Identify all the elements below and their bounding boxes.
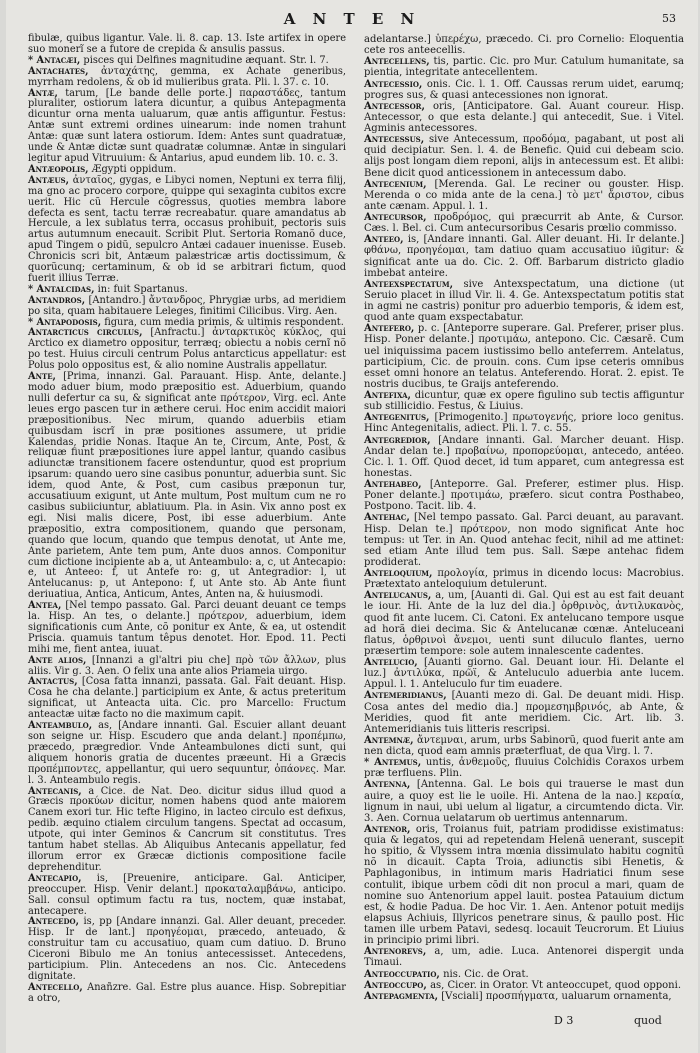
entry-text: pisces qui Delfines magnitudine æquant. Str. l. 7.	[83, 54, 329, 66]
dictionary-entry	[364, 779, 684, 824]
headword: Anteloquium,	[364, 568, 433, 579]
headword: Anteexspectatum,	[364, 278, 454, 290]
entry-text: sive Antexspectatum, una dictione (ut Seruio placet in illud Vir. li. 4. Ge. Antexspectatum potitis stat in agmi ne castris) ponitur pro aduerbio temporis, & idem est, quod ante quam exspectabatur.	[364, 278, 684, 324]
headword: Antecellens,	[364, 56, 430, 68]
entry-text: προλογία, primus in dicendo locus: Macrobius. Prætextato anteloquium detulerunt.	[364, 568, 684, 591]
headword: Antecanis,	[28, 785, 82, 797]
dictionary-entry	[364, 690, 684, 735]
dictionary-entry	[364, 179, 684, 212]
dictionary-entry	[364, 79, 684, 101]
left-column	[28, 34, 346, 1005]
dictionary-entry	[364, 323, 684, 390]
headword: Antepagmenta,	[364, 990, 439, 1002]
dictionary-entry	[364, 946, 684, 968]
entry-text: tarum, [Le bande delle porte.] παραστάδες, tantum pluraliter, ostiorum latera dicuntur, a quibus Antepagmenta dicuntur orna menta ualuarum, quæ antis affiguntur. Festus: Antæ sunt extremi ordines uinearum: inde nomen trahunt Antæ: quæ sunt latera ostiorum. Idem: Antes sunt quadratuæ, unde & Antæ dictæ sunt quadratæ columnæ. Antæ in singulari legitur apud Vitruuium: & Antarius, apud eundem lib. 10. c. 3.	[28, 87, 346, 164]
dictionary-entry	[28, 372, 346, 601]
headword: Antemeridianus,	[364, 690, 447, 702]
dictionary-entry	[364, 134, 684, 179]
headword: Antecapio,	[28, 872, 82, 884]
headword: Antehabeo,	[364, 479, 422, 490]
entry-text: a, um, adie. Luca. Antenorei dispergit unda Timaui.	[364, 946, 684, 969]
entry-text: dicuntur, quæ ex opere figulino sub tectis affiguntur sub stillicidio. Festus, & Liuius.	[364, 390, 684, 413]
headword: Antachates,	[28, 65, 89, 77]
entry-text: figura, cum media primis, & ultimis respondent.	[104, 316, 344, 328]
headword: Antecursor,	[364, 212, 427, 223]
dictionary-entry	[28, 601, 346, 656]
dictionary-entry	[364, 279, 684, 324]
entry-text: tis, partic. Cic. pro Mur. Catulum humanitate, sa pientia, integritate antecellentem.	[364, 56, 684, 79]
headword: Antelucio,	[364, 657, 418, 668]
entry-text: as, Cicer. in Orator. Vt anteoccupet, quod opponi.	[430, 979, 681, 991]
headword: * Antemus,	[364, 757, 422, 769]
entry-text: [Primogenito.] πρωτογενής, priore loco genitus. Hinc Antegenitalis, adiect. Pli. l. 7. c. 55.	[364, 412, 684, 435]
headword: Antæus,	[28, 174, 70, 186]
entry-text: is, [Preuenire, anticipare. Gal. Anticiper, preoccuper. Hisp. Venir delant.] προκαταλαμβάνω, anticipo. Sall. consul optimum factu ra tus, noctem, quæ instabat, antecapere.	[28, 872, 346, 917]
dictionary-entry	[364, 212, 684, 234]
headword: Ante alios,	[28, 654, 87, 666]
dictionary-entry	[364, 412, 684, 434]
headword: * Antalcidas,	[28, 283, 95, 295]
entry-text: [Anteporre. Gal. Preferer, estimer plus. Hisp. Poner delante.] προτιμάω, præfero. sicut contra Posthabeo, Postpono. Tacit. lib. 4.	[364, 479, 684, 513]
entry-text: [Innanzi a gl'altri piu che] πρὸ τῶν ἄλλων, plus aliis. Vir g. 3. Aen. O felix una ante alios Priameia uirgo.	[28, 654, 346, 677]
headword: Antecessio,	[364, 78, 423, 90]
dictionary-entry	[364, 991, 684, 1002]
headword: Anteeo,	[364, 234, 404, 246]
headword: Antecello,	[28, 981, 83, 993]
headword: Antehac,	[364, 512, 410, 524]
headword: Antecedo,	[28, 916, 80, 928]
dictionary-entry	[364, 969, 684, 980]
entry-text: [Antenna. Gal. Le bois qui trauerse le mast dun auire, a quoy est lie le uoile. Hi. Antena de la nao.] κεραία, lignum in naui, ubi uelum al ligatur, a circumtendo dicta. Vir. 3. Aen. Cornua uelatarum ob uertimus antennarum.	[364, 779, 684, 824]
dictionary-entry	[28, 677, 346, 721]
entry-text: adelantarse.] ὑπερέχω, præcedo. Ci. pro Cornelio: Eloquentia cete ros anteecellis.	[364, 34, 684, 57]
running-title: A N T E N	[283, 10, 421, 28]
entry-text: προδρόμος, qui præcurrit ab Ante, & Cursor. Cæs. l. Bel. ci. Cum antecursoribus Cesaris prœlio commisso.	[364, 212, 684, 235]
headword: Antecessor,	[364, 100, 425, 112]
dictionary-entry	[364, 568, 684, 590]
dictionary-entry	[28, 787, 346, 874]
headword: Antarcticus circulus,	[28, 327, 143, 339]
entry-text: [Nel tempo passato. Gal. Parci deuant, au paravant. Hisp. Delan te.] πρότερον, non modo significat Ante hoc tempus: ut Ter. in An. Quod antehac fecit, nihil ad me attinet: sed etiam Ante illud tem pus. Sall. Sæpe antehac fidem prodiderat.	[364, 512, 684, 568]
page-number: 53	[662, 12, 676, 25]
dictionary-entry	[28, 874, 346, 918]
dictionary-entry	[364, 657, 684, 690]
entry-text: [Prima, innanzi. Gal. Parauant. Hisp. Ante, delante.] modo aduer bium, modo præpositio est. Aduerbium, quando nulli defertur ca su, & significat ante πρότερον, Virg. ecl. Ante leues ergo pascen tur in æthere cerui. Hoc enim accidit maiori præpositionibus. Nec mirum, quando aduerbiis etiam quibusdam iscrĩ in præ positiones assumere, ut pridie Kalendas, pridie Nonas. Itaque An te, Circum, Ante, Post, & reliquæ fiunt præpositiones iure appel lantur, quando casibus adiunctæ transitionem facere ostenduntur, quod est proprium ipsarum: quando uero sine casibus ponuntur, aduerbia sunt. Sic idem, quod Ante, & Post, cum casibus præponun tur, accusatiuum exigunt, ut Ante multum, Post multum cum ne ro casibus subiiciuntur, ablatiuum. Pla. in Asin. Vix anno post ex egi. Nisi malis dicere, Post, ibi esse aduerbium. Ante præpositio, extra compositionem, quando que personam, quando que locum, quando que tempus denotat, ut Ante me, Ante parietem, Ante tem pum, Ante duos annos. Componitur cum dictione incipiente ab a, ut Anteambulo: a, c, ut Antecapio: e, ut Anteeo: f, ut Antefe ro: g, ut Antegradior: l, ut Antelucanus: p, ut Antepono: f, ut Ante sto. Ab Ante fiunt deriuatiua, Antica, Anticum, Antes, Anten na, & huiusmodi.	[28, 371, 346, 601]
headword: Antecenium,	[364, 178, 427, 190]
entry-text: p. c. [Anteporre superare. Gal. Preferer, priser plus. Hisp. Poner delante.] προτιμάω, antepono. Cic. Cæsarē. Cum uel iniquissima pacem iustissimo bello anteferrem. Antelatus, participium, Cic. de prouin. cons. Cum ipse ceteris omnibus esset omni honore an telatus. Anteferendo. Horat. 2. epist. Te nostris ducibus, te Graijs anteferendo.	[364, 323, 684, 390]
dictionary-entry	[364, 479, 684, 512]
headword: Antenor,	[364, 823, 411, 835]
dictionary-entry	[364, 390, 684, 412]
entry-text: oris, [Anticipatore. Gal. Auant coureur. Hisp. Antecessor, o que esta delante.] qui antecedit, Sue. i Vitel. Agminis antecessores.	[364, 100, 684, 134]
catchword: quod	[634, 1014, 662, 1027]
dictionary-entry	[364, 435, 684, 480]
dictionary-entry	[28, 328, 346, 372]
entry-text: untis, ἀνθεμοῦς, fluuius Colchidis Coraxos urbem præ terfluens. Plin.	[364, 757, 684, 780]
headword: Antemnæ,	[364, 734, 414, 746]
headword: * Antacæi,	[28, 54, 81, 66]
entry-text: nis. Cic. de Orat.	[443, 968, 529, 980]
headword: Antenorevs,	[364, 946, 427, 958]
entry-text: [Cosa fatta innanzi, passata. Gal. Fait deuant. Hisp. Cosa he cha delante.] participium ex Ante, & actus preteritum significat, ut Anteacta uita. Cic. pro Marcello: Fructum anteactæ uitæ facto no die maximum capit.	[28, 676, 347, 721]
dictionary-entry	[364, 980, 684, 991]
dictionary-entry	[364, 824, 684, 946]
dictionary-entry	[364, 234, 684, 279]
headword: Anteoccupatio,	[364, 968, 440, 980]
dictionary-entry	[364, 757, 684, 779]
entry-text: fibulæ, quibus ligantur. Vale. li. 8. cap. 13. Iste artifex in opere suo monerĩ se a futore de crepida & ansulis passus.	[28, 33, 346, 55]
signature-mark: D 3	[554, 1014, 574, 1027]
headword: Antandros,	[28, 294, 86, 306]
entry-text: oris, Troianus fuit, patriam prodidisse existimatus: quia & legatos, qui ad repetendam Helenã uenerant, suscepit ho spitio, & Vlyssem intra mœnia dissimulato habitu cognitũ nõ in dicauit. Capta Troia, adiunctis sibi Henetis, & Paphlagonibus, in intimum maris Hadriatici finum sese contulit, ibique urbem cõdi dit non procul a mari, quam de nomine suo Antenorium appel lauit. postea Patauium dictum est, & hodie Padua. De hoc Vir. 1. Aen. Antenor potuit medijs elapsus Achiuis, Illyricos penetrare sinus, & paullo post. Hic tamen ille urbem Patavi, sedesq. locauit Teucrorum. Et Liuius in principio primi libri.	[364, 823, 684, 947]
entry-text: Ægypti oppidum.	[91, 163, 177, 175]
entry-text: [Vsciali] προσπήγματα, ualuarum ornamenta,	[441, 990, 672, 1002]
headword: Antea,	[28, 600, 62, 612]
entry-text: ἀνταῖος, gygas, e Libyci nomen, Neptuni ex terra filij, ma gno ac procero corpore, quippe qui sexaginta cubitos excre uerit. Hic cũ Hercule cõgressus, quoties membra labore defecta es sent, tactu terræ recreabatur. quare amandatus ab Hercule, a lex sublatus terra, occasus prohibuit, pectoris suis artus autumnum enecauit. Scribit Plut. Sertoria Romanõ duce, apud Tingem o pidũ, sepulcro Antæi cadauer inuenisse. Euseb. Chronicis scri bit, Antæum palæstricæ artis doctissimum, & quorũcunq; certaminum, & ob id se arbitrari fictum, quod fuerit illius Terræ.	[28, 174, 346, 284]
dictionary-entry	[364, 512, 684, 568]
headword: Antefixa,	[364, 390, 412, 401]
entry-text: is, [Andare innanti. Gal. Aller deuant. Hi. Ir delante.] φθάνω, προηγέομαι, tam datiuo quam accusatiuo iūgitur: & significat ante ua do. Cic. 2. Off. Barbarum districto gladio imbebat anteire.	[364, 234, 684, 279]
dictionary-entry	[364, 101, 684, 134]
headword: Antæ,	[28, 87, 58, 99]
entry-text: [Andare innanti. Gal. Marcher deuant. Hisp. Andar delan te.] προβαίνω, προπορεύομαι, antecedo, antéeo. Cic. l. 1. Off. Quod decet, id tum apparet, cum antegressa est honestas.	[364, 434, 684, 479]
entry-text: a Cice. de Nat. Deo. dicitur sidus illud quod a Græcis προκύων dicitur, nomen habens quod ante maiorem Canem exori tur. Hic tefte Higino, in lacteo circulo est defixus, pedib. æquino ctialem circulum tangens. Spectat ad occasum, utpote, qui inter Geminos & Cancrum sit constitutus. Tres tantum habet stellas. Ab Aliquibus Antecanis appellatur, fed illorum error ex Græcæ dictionis compositione facile deprehenditur.	[28, 785, 347, 873]
entry-text: [Auanti mezo di. Gal. De deuant midi. Hisp. Cosa antes del medio dia.] προμεσημβρινός, ab Ante, & Meridies, quod fit ante meridiem. Cic. Art. lib. 3. Antemeridianis tuis litteris rescripsi.	[364, 690, 684, 735]
headword: Antactus,	[28, 676, 78, 688]
headword: Ante,	[28, 371, 56, 383]
headword: Anteambulo,	[28, 720, 93, 732]
entry-text: [Merenda. Gal. Le reciner ou gouster. Hisp. Merenda o co mida ante de la cena.] τὸ μετ' ἄριστον, cibus ante cænam. Appul. l. 1.	[364, 178, 684, 212]
entry-text: in: fuit Spartanus.	[97, 283, 188, 295]
entry-text: as, [Andare innanti. Gal. Escuier allant deuant son seigne ur. Hisp. Escudero que anda delant.] προπέμπω, præcedo, prægredior. Vnde Anteambulones dicti sunt, qui aliquem honoris gratia de ducentes præeunt. Hi a Græcis προπέμποντες, appellantur, qui uero sequuntur, ὀπάονες. Mar. l. 3. Anteambulo regis.	[28, 720, 346, 786]
headword: Antenna,	[364, 779, 411, 791]
dictionary-page	[6, 0, 698, 1053]
dictionary-entry	[28, 983, 346, 1005]
dictionary-entry	[364, 56, 684, 78]
headword: Antefero,	[364, 323, 415, 335]
dictionary-entry	[28, 67, 346, 89]
entry-text: [Anfractu.] ἀνταρκτικὸς κύκλος, qui Arctico ex diametro oppositur, terræq; obiectu a nobis cernĩ nõ po test. Huius circuli centrum Polus antarcticus appellatur: est Polus polo oppositus est, & alio nomine Australis appellatur.	[28, 327, 346, 372]
right-column	[364, 34, 684, 1002]
dictionary-entry	[28, 917, 346, 982]
dictionary-entry	[364, 590, 684, 657]
dictionary-entry	[28, 296, 346, 318]
entry-text: [Nel tempo passato. Gal. Parci deuant deuant ce temps la. Hisp. An tes, o delante.] πρότερον, aduerbium, idem significationis cum Ante, cõ ponitur ex Ante, & ea, ut ostendit Priscia. quamuis tantum têpus denotet. Hor. Epod. 11. Pecti mihi me, fient antea, iuuat.	[28, 600, 346, 655]
dictionary-entry	[364, 735, 684, 757]
dictionary-entry	[28, 89, 346, 165]
headword: * Antapodosis,	[28, 316, 102, 328]
headword: Antecessus,	[364, 134, 425, 146]
entry-text: onis. Cic. l. 1. Off. Caussas rerum uidet, earumq; progres sus, & quasi antecessiones non ignorat.	[364, 78, 684, 101]
dictionary-entry	[28, 34, 346, 56]
headword: Antæopolis,	[28, 163, 89, 175]
headword: Antegenitus,	[364, 412, 430, 424]
entry-text: Anañzre. Gal. Estre plus auance. Hisp. Sobrepitiar a otro,	[28, 981, 346, 1004]
entry-text: a, um, [Auanti di. Gal. Qui est au est fait deuant le iour. Hi. Ante de la luz del dia.] ὀρθρινὸς, ἀντιλυκανὸς, quod fit ante lucem. Ci. Catoni. Ex antelucano tempore usque ad horã diei decima. Sic & Antelucanæ cœnæ. Anteluceani flatus, ὁρθρινοὶ ἄνεμοι, uenti sunt diluculo flantes, uerno præsertim tempore: sole autem innalescente cadentes.	[364, 590, 684, 657]
dictionary-entry	[28, 721, 346, 786]
dictionary-entry	[28, 656, 346, 678]
entry-text: [Antandro.] ἄντανδρος, Phrygiæ urbs, ad meridiem po sita, quam habitauere Leleges, finitimi Cilicibus. Virg. Aen.	[28, 294, 346, 317]
headword: Antelucanus,	[364, 590, 432, 602]
entry-text: ἄντεμναι, arum, urbs Sabinorũ, quod fuerit ante am nen dicta, quod eam amnis præterfluat, de qua Virg. l. 7.	[364, 734, 684, 757]
entry-text: ἀνταχάτης, gemma, ex Achate generibus, myrrham redolens, & ob id mulieribus grata. Pli. l. 37. c. 10.	[28, 65, 346, 88]
entry-text: [Auanti giorno. Gal. Deuant iour. Hi. Delante el luz.] ἀντιλύκα, πρῶϊ, & Anteluculo aduerbia ante lucem. Appul. l. 1. Anteluculo fur tim euadere.	[364, 657, 684, 691]
headword: Anteoccupo,	[364, 979, 427, 991]
entry-text: sive Antecessum, προδόμα, pagabant, ut post ali quid decipiatur. Sen. l. 4. de Benefic. Quid cui debeam scio. alijs post longam diem reponi, alijs in antecessum est. Et alibi: Bene dicit quod anticessionem in antecessum dabo.	[364, 134, 684, 179]
dictionary-entry	[364, 34, 684, 56]
headword: Antegredior,	[364, 434, 431, 446]
dictionary-entry	[28, 176, 346, 285]
entry-text: is, pp [Andare innanzi. Gal. Aller deuant, preceder. Hisp. Ir de lant.] προηγέομαι, præcedo, anteuado, & construitur tam cu accusatiuo, quam cum datiuo. D. Bruno Ciceroni Bibulo me An tonius antecessisset. Antecedens, participium. Plin. Antecedens an nos. Cic. Antecedens dignitate.	[28, 916, 347, 982]
